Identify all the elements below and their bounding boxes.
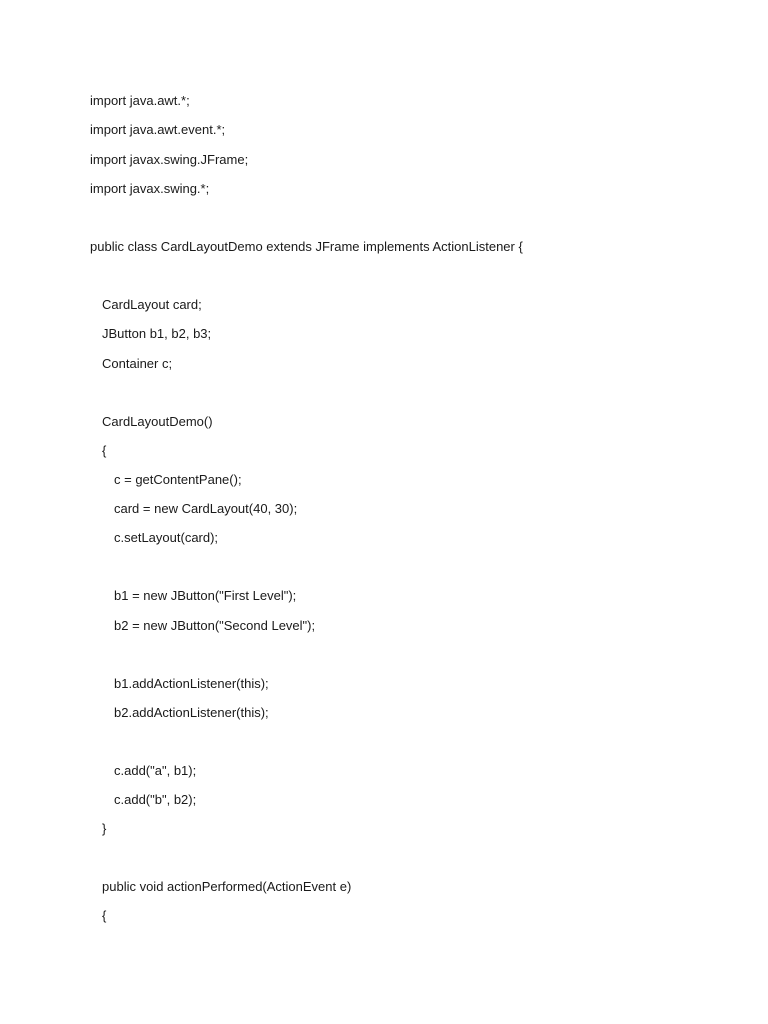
- code-line-import-swing: import javax.swing.*;: [90, 181, 210, 196]
- code-line-new-button-b2: b2 = new JButton("Second Level");: [114, 618, 316, 633]
- code-line-listener-b1: b1.addActionListener(this);: [114, 676, 269, 691]
- code-line-class-declaration: public class CardLayoutDemo extends JFrame implements ActionListener {: [90, 239, 523, 254]
- code-line-add-a: c.add("a", b1);: [114, 763, 197, 778]
- code-line-import-awt-event: import java.awt.event.*;: [90, 122, 226, 137]
- code-line-field-container: Container c;: [102, 356, 173, 371]
- code-line-action-performed: public void actionPerformed(ActionEvent e): [102, 879, 352, 894]
- code-line-import-jframe: import javax.swing.JFrame;: [90, 152, 249, 167]
- code-line-get-content-pane: c = getContentPane();: [114, 472, 242, 487]
- code-line-constructor: CardLayoutDemo(): [102, 414, 213, 429]
- code-line-field-buttons: JButton b1, b2, b3;: [102, 326, 212, 341]
- code-line-new-button-b1: b1 = new JButton("First Level");: [114, 588, 297, 603]
- code-line-field-card: CardLayout card;: [102, 297, 202, 312]
- code-line-add-b: c.add("b", b2);: [114, 792, 197, 807]
- code-line-close-brace: }: [102, 821, 107, 836]
- code-line-new-cardlayout: card = new CardLayout(40, 30);: [114, 501, 298, 516]
- code-line-set-layout: c.setLayout(card);: [114, 530, 219, 545]
- code-line-listener-b2: b2.addActionListener(this);: [114, 705, 269, 720]
- code-line-open-brace: {: [102, 443, 107, 458]
- code-line-import-awt: import java.awt.*;: [90, 93, 190, 108]
- code-line-open-brace-2: {: [102, 908, 107, 923]
